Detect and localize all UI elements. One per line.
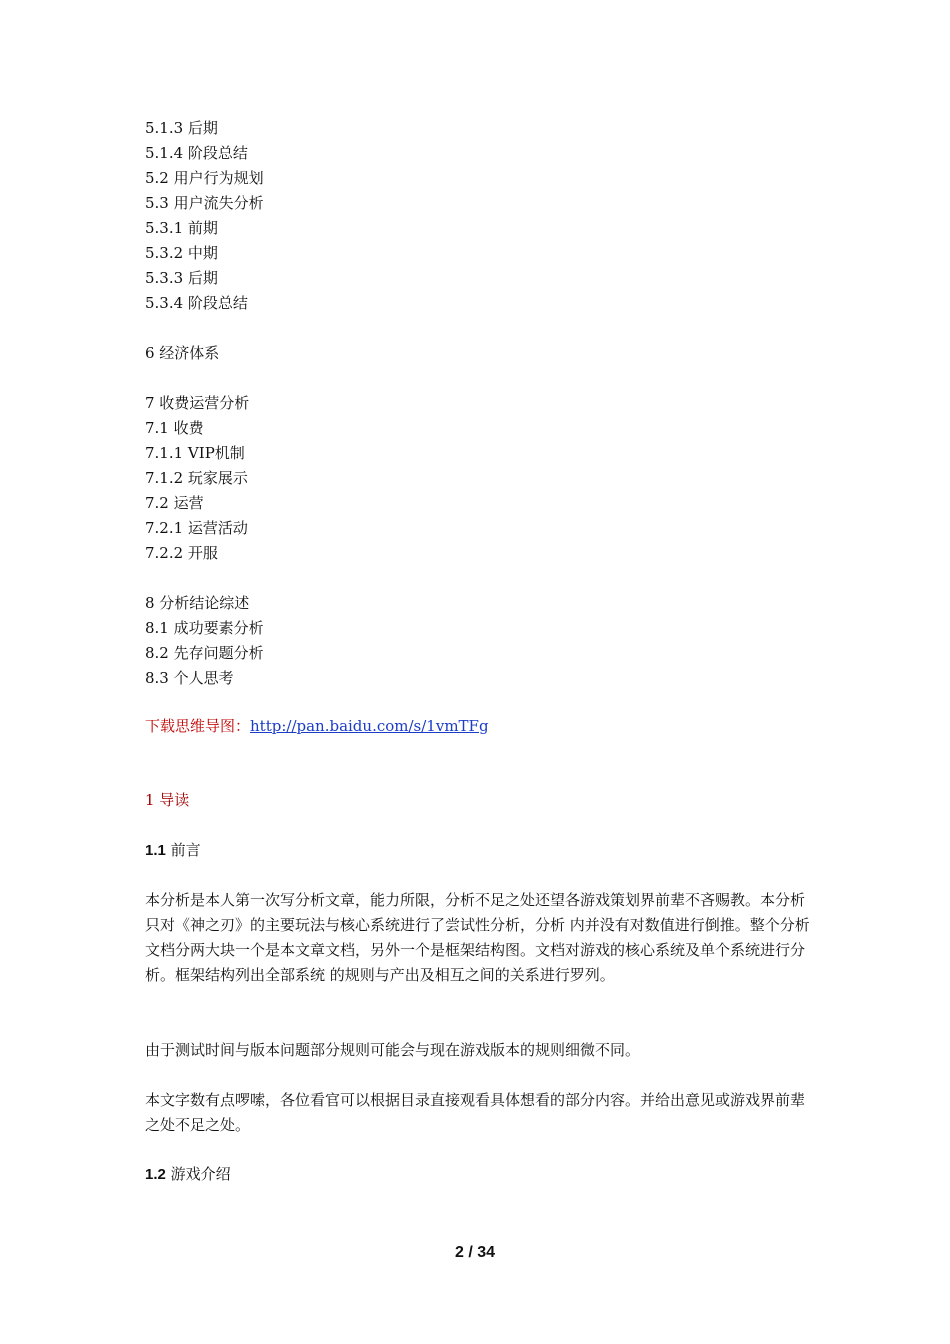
download-link[interactable]: http://pan.baidu.com/s/1vmTFg <box>250 717 489 735</box>
toc-item[interactable]: 8.3 个人思考 <box>145 669 234 687</box>
toc-item[interactable]: 7 收费运营分析 <box>145 394 250 412</box>
toc-item[interactable]: 8 分析结论综述 <box>145 594 250 612</box>
subsection-heading-preface <box>145 838 201 863</box>
toc-item[interactable]: 5.3.2 中期 <box>145 244 218 262</box>
toc-item[interactable]: 5.3.4 阶段总结 <box>145 294 248 312</box>
subsection-title: 前言 <box>170 841 201 859</box>
subsection-heading-game-intro <box>145 1162 231 1187</box>
toc-item[interactable]: 6 经济体系 <box>145 344 220 362</box>
toc-item[interactable]: 5.3 用户流失分析 <box>145 194 264 212</box>
subsection-number: 1.2 <box>145 1166 166 1183</box>
subsection-number: 1.1 <box>145 842 166 859</box>
download-mindmap-line <box>145 714 489 739</box>
toc-item[interactable]: 8.2 先存问题分析 <box>145 644 264 662</box>
toc-item[interactable]: 5.1.4 阶段总结 <box>145 144 248 162</box>
toc-item[interactable]: 7.2 运营 <box>145 494 204 512</box>
paragraph: 本文字数有点啰嗦，各位看官可以根据目录直接观看具体想看的部分内容。并给出意见或游戏界前辈之处不足之处。 <box>145 1091 806 1134</box>
toc-spacer <box>145 316 264 341</box>
table-of-contents <box>145 116 264 691</box>
toc-item[interactable]: 7.1 收费 <box>145 419 204 437</box>
toc-spacer <box>145 566 264 591</box>
toc-item[interactable]: 8.1 成功要素分析 <box>145 619 264 637</box>
toc-item[interactable]: 7.1.1 VIP机制 <box>145 444 245 462</box>
toc-item[interactable]: 7.2.2 开服 <box>145 544 218 562</box>
subsection-title: 游戏介绍 <box>170 1165 231 1183</box>
toc-item[interactable]: 7.2.1 运营活动 <box>145 519 248 537</box>
toc-item[interactable]: 5.1.3 后期 <box>145 119 218 137</box>
paragraph: 本分析是本人第一次写分析文章，能力所限，分析不足之处还望各游戏策划界前辈不吝赐教。本分析只对《神之刃》的主要玩法与核心系统进行了尝试性分析，分析 内并没有对数值进行倒推。整个分析文档分两大块一个是本文章文档，另外一个是框架结构图。文档对游戏的核心系统及单个系统进行分析。框架结构列出全部系统 的规则与产出及相互之间的关系进行罗列。 <box>145 891 810 984</box>
toc-item[interactable]: 5.3.1 前期 <box>145 219 218 237</box>
paragraph: 由于测试时间与版本问题部分规则可能会与现在游戏版本的规则细微不同。 <box>145 1041 641 1059</box>
toc-spacer <box>145 366 264 391</box>
section-heading-guide: 1 导读 <box>145 791 190 809</box>
toc-item[interactable]: 7.1.2 玩家展示 <box>145 469 248 487</box>
page-number: 2 / 34 <box>454 1244 496 1261</box>
toc-item[interactable]: 5.2 用户行为规划 <box>145 169 264 187</box>
toc-item[interactable]: 5.3.3 后期 <box>145 269 218 287</box>
download-label: 下载思维导图： <box>145 717 251 735</box>
